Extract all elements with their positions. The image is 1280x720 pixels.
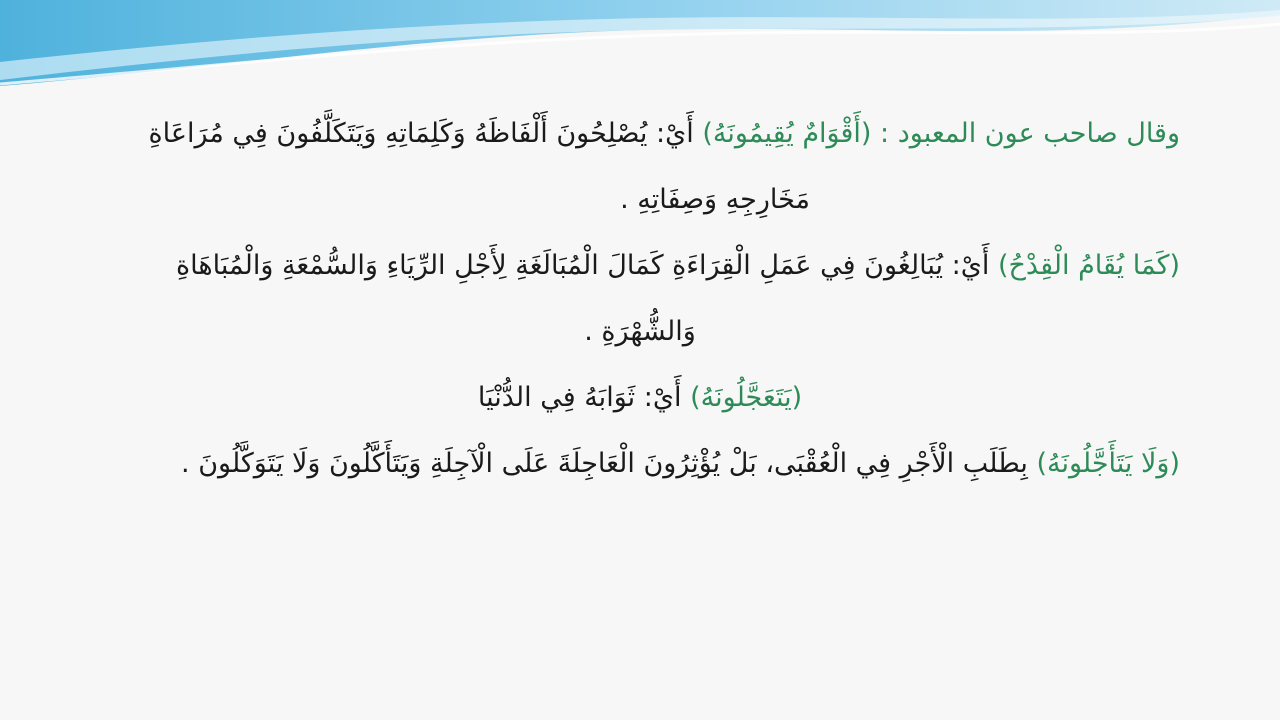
explanation-text: مَخَارِجِهِ وَصِفَاتِهِ .	[620, 184, 810, 215]
explanation-text: بِطَلَبِ الْأَجْرِ فِي الْعُقْبَى، بَلْ يُؤْثِرُونَ الْعَاجِلَةَ عَلَى الْآجِلَةِ وَيَتَأَكَّلُونَ وَلَا يَتَوَكَّلُونَ .	[181, 448, 1028, 479]
ay-word: أَيْ:	[656, 118, 694, 149]
hadith-term: (وَلَا يَتَأَجَّلُونَهُ)	[1036, 448, 1180, 479]
hadith-term: (يَتَعَجَّلُونَهُ)	[690, 382, 803, 413]
text-line-3	[100, 244, 1180, 310]
ay-word: أَيْ:	[951, 250, 990, 281]
text-line-6	[100, 442, 1180, 508]
text-line-2	[100, 178, 1180, 244]
hadith-term: (كَمَا يُقَامُ الْقِدْحُ)	[997, 250, 1180, 281]
text-line-4	[100, 310, 1180, 376]
ay-word: أَيْ:	[643, 382, 682, 413]
explanation-text: يُصْلِحُونَ أَلْفَاظَهُ وَكَلِمَاتِهِ وَيَتَكَلَّفُونَ فِي مُرَاعَاةِ	[148, 118, 648, 149]
slide-content	[100, 112, 1180, 508]
text-line-5	[100, 376, 1180, 442]
explanation-text: وَالشُّهْرَةِ .	[584, 316, 696, 347]
hadith-term: (أَقْوَامٌ يُقِيمُونَهُ)	[702, 118, 872, 149]
header-wave-decoration	[0, 0, 1280, 90]
explanation-text: يُبَالِغُونَ فِي عَمَلِ الْقِرَاءَةِ كَمَالَ الْمُبَالَغَةِ لِأَجْلِ الرِّيَاءِ وَالسُّمْعَةِ وَالْمُبَاهَاةِ	[176, 250, 944, 281]
intro-phrase: وقال صاحب عون المعبود :	[880, 118, 1180, 149]
text-line-1	[100, 112, 1180, 178]
explanation-text: ثَوَابَهُ فِي الدُّنْيَا	[477, 382, 636, 413]
